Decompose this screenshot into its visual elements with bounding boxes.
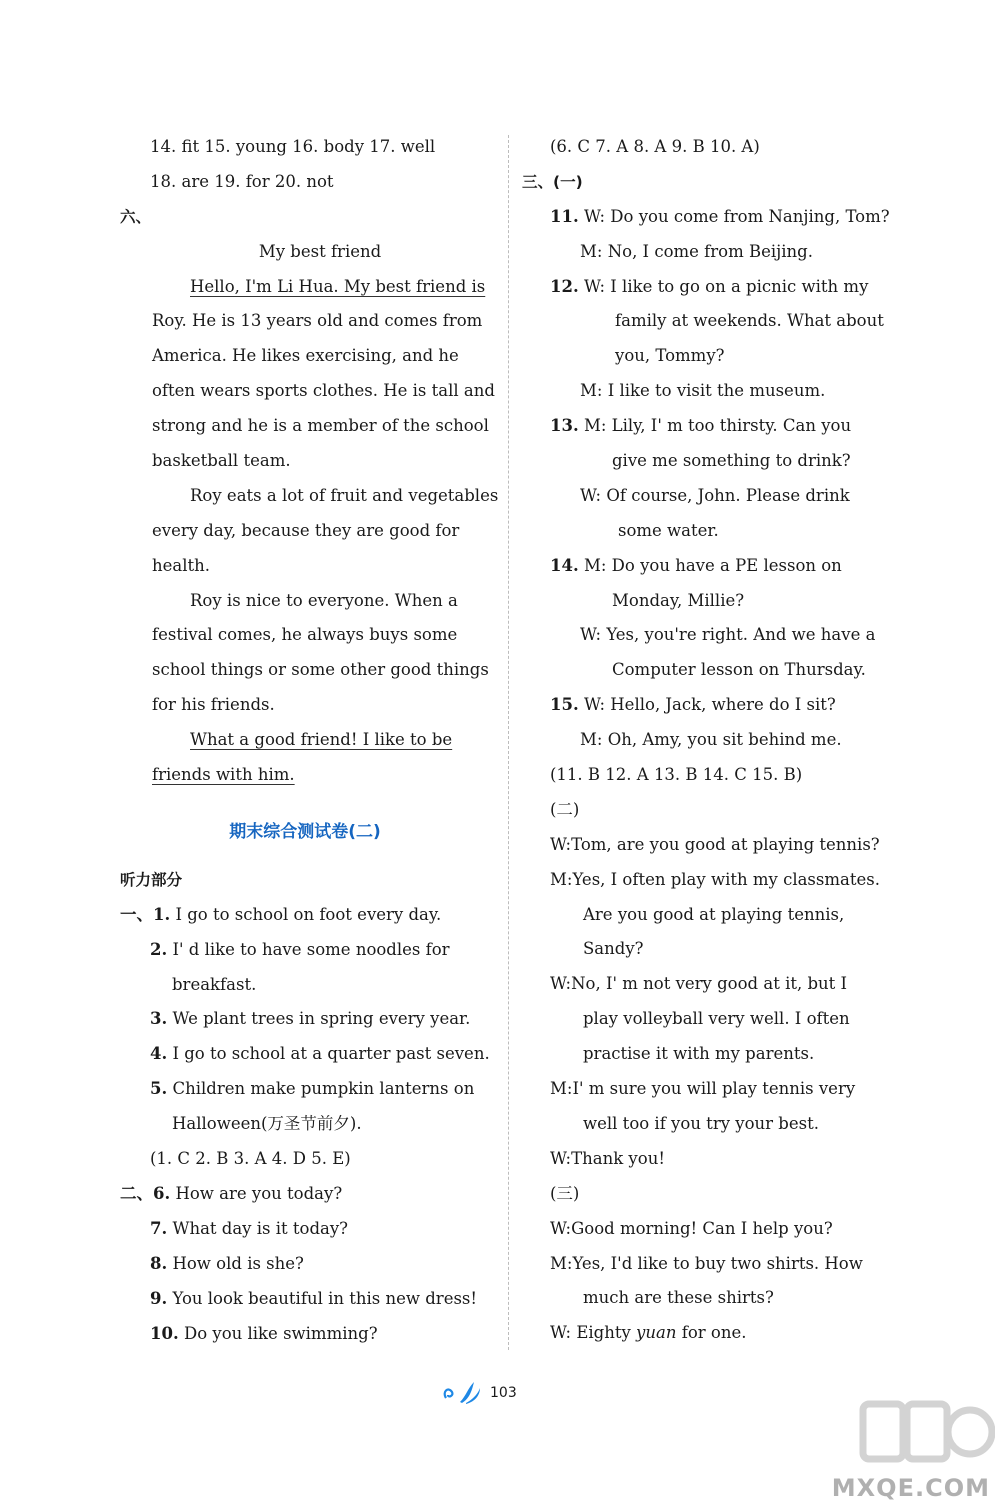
essay-line: Roy eats a lot of fruit and vegetables — [190, 485, 499, 505]
dialog-line: Monday, Millie? — [612, 590, 745, 610]
list-item-continued: breakfast. — [172, 974, 257, 994]
dialog-line: W:No, I' m not very good at it, but I — [550, 974, 848, 994]
answer-key-6-10: (6. C 7. A 8. A 9. B 10. A) — [550, 137, 760, 156]
dialog-line: M: Lily, I' m too thirsty. Can you — [583, 416, 852, 436]
essay-paragraph-4 — [120, 723, 490, 793]
dialog-line: Computer lesson on Thursday. — [612, 660, 866, 680]
dialog-line: M: Do you have a PE lesson on — [583, 555, 842, 575]
dialog-line: M: No, I come from Beijing. — [580, 241, 813, 261]
dialog-line: M:Yes, I'd like to buy two shirts. How — [550, 1253, 863, 1273]
column-divider — [508, 135, 509, 1350]
dialog-two — [550, 828, 890, 1177]
essay-line: every day, because they are good for — [152, 520, 460, 540]
test-title: 期末综合测试卷(二) — [229, 821, 381, 842]
dialog-line: you, Tommy? — [615, 346, 725, 366]
dialog-line: W:Good morning! Can I help you? — [550, 1218, 833, 1238]
dialog-line: W: Yes, you're right. And we have a — [580, 625, 876, 645]
dialog-line: M: I like to visit the museum. — [580, 381, 826, 401]
essay-line: friends with him. — [152, 765, 295, 785]
answer-row-14-17: 14. fit 15. young 16. body 17. well — [150, 137, 436, 156]
section-three-part-two: (二) — [550, 799, 580, 819]
question-15: 15. W: Hello, Jack, where do I sit? M: Oh, Amy, you sit behind me. — [550, 688, 890, 758]
dialog-line: M:I' m sure you will play tennis very — [550, 1079, 856, 1099]
essay-line: Hello, I'm Li Hua. My best friend is — [190, 276, 486, 296]
essay-line: What a good friend! I like to be — [190, 730, 453, 750]
part-two-list — [120, 1177, 490, 1351]
dialog-line: W: I like to go on a picnic with my — [583, 276, 869, 296]
question-11: 11. W: Do you come from Nanjing, Tom? M: No, I come from Beijing. — [550, 200, 890, 270]
dialog-line: practise it with my parents. — [583, 1044, 815, 1064]
essay-paragraph-1 — [120, 270, 495, 479]
dialog-three — [550, 1212, 890, 1352]
list-item-continued: Halloween(万圣节前夕). — [172, 1114, 362, 1134]
dialog-line: Are you good at playing tennis, — [583, 904, 845, 924]
essay-line: health. — [152, 555, 211, 575]
dialog-line: well too if you try your best. — [583, 1113, 819, 1133]
left-column — [120, 130, 499, 1351]
essay-title: My best friend — [258, 241, 382, 261]
section-six-label: 六、 — [120, 207, 152, 226]
page-number: 103 — [490, 1385, 517, 1401]
list-item: 10. Do you like swimming? — [150, 1323, 378, 1343]
dialog-line: W: Hello, Jack, where do I sit? — [583, 695, 836, 715]
list-item: 二、6. How are you today? — [120, 1183, 343, 1203]
essay-line: basketball team. — [152, 451, 291, 471]
watermark-text: MXQE.COM — [831, 1474, 990, 1502]
list-item: 8. How old is she? — [150, 1253, 304, 1273]
list-item: 9. You look beautiful in this new dress! — [150, 1288, 478, 1308]
essay-line: for his friends. — [152, 695, 275, 715]
essay-line: Roy. He is 13 years old and comes from — [152, 311, 483, 331]
dialog-line: W:Tom, are you good at playing tennis? — [550, 834, 880, 854]
list-item: 一、1. I go to school on foot every day. — [120, 904, 442, 924]
dialog-line: much are these shirts? — [583, 1288, 774, 1308]
essay-line: festival comes, he always buys some — [152, 625, 458, 645]
section-three-part-one: 三、(一) — [522, 172, 583, 191]
section-three-part-three: (三) — [550, 1183, 580, 1203]
dialog-line: W: Do you come from Nanjing, Tom? — [583, 206, 890, 226]
dialog-line: M: Oh, Amy, you sit behind me. — [580, 730, 842, 750]
list-item: 4. I go to school at a quarter past seven. — [150, 1044, 490, 1064]
listening-heading: 听力部分 — [120, 870, 183, 889]
essay-paragraph-3 — [120, 584, 490, 724]
question-12: 12. W: I like to go on a picnic with my family at weekends. What about you, Tommy? M: I like to visit the museum. — [550, 270, 890, 410]
essay-line: often wears sports clothes. He is tall and — [152, 381, 495, 401]
dialog-line: give me something to drink? — [612, 451, 851, 471]
essay-paragraph-2 — [120, 479, 499, 584]
list-item: 2. I' d like to have some noodles for — [150, 939, 450, 959]
question-14: 14. M: Do you have a PE lesson on Monday, Millie? W: Yes, you're right. And we have a Computer lesson on Thursday. — [550, 549, 890, 689]
dialog-line: play volleyball very well. I often — [583, 1009, 850, 1029]
list-item: 5. Children make pumpkin lanterns on — [150, 1079, 475, 1099]
dialog-line: family at weekends. What about — [615, 311, 884, 331]
list-item: 7. What day is it today? — [150, 1218, 349, 1238]
dialog-line: W: Eighty yuan for one. — [550, 1323, 747, 1343]
right-column — [522, 130, 890, 1351]
publisher-swirl-logo-icon — [440, 1378, 484, 1406]
part-one-list — [120, 898, 490, 1142]
essay-line: Roy is nice to everyone. When a — [190, 590, 458, 610]
answer-row-18-20: 18. are 19. for 20. not — [150, 171, 334, 191]
dialog-line: W:Thank you! — [550, 1148, 665, 1168]
essay-line: strong and he is a member of the school — [152, 416, 489, 436]
question-13: 13. M: Lily, I' m too thirsty. Can you give me something to drink? W: Of course, John. Please drink some water. — [550, 409, 890, 549]
answer-key-1-5: (1. C 2. B 3. A 4. D 5. E) — [150, 1149, 351, 1169]
essay-line: America. He likes exercising, and he — [152, 346, 459, 366]
dialog-line: some water. — [618, 520, 719, 540]
dialog-line: Sandy? — [583, 939, 644, 959]
dialog-line: M:Yes, I often play with my classmates. — [550, 869, 880, 889]
dialog-line: W: Of course, John. Please drink — [580, 485, 850, 505]
answer-key-11-15: (11. B 12. A 13. B 14. C 15. B) — [550, 765, 803, 785]
list-item: 3. We plant trees in spring every year. — [150, 1009, 471, 1029]
essay-line: school things or some other good things — [152, 660, 489, 680]
